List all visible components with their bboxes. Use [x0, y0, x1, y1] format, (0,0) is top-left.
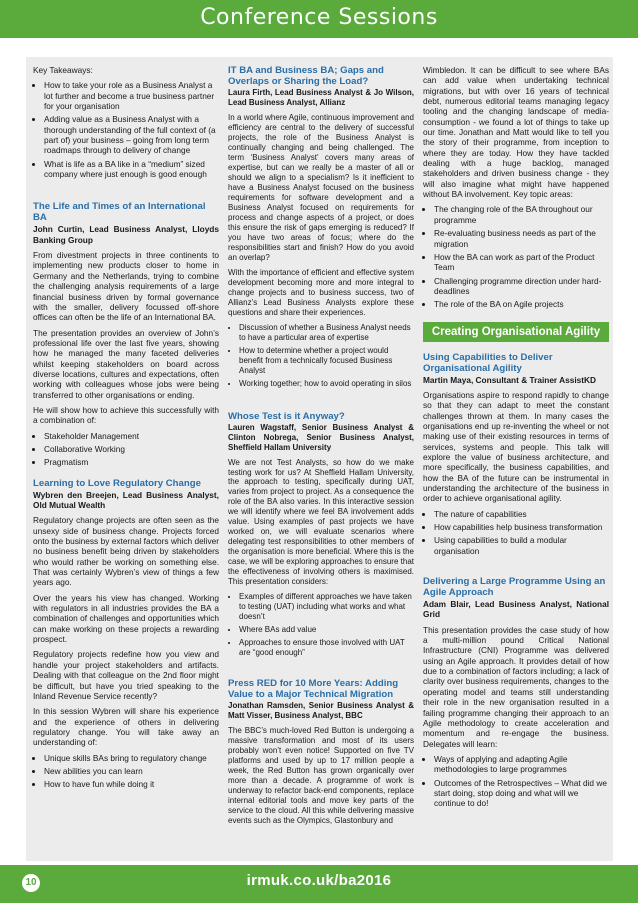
bullet-list [228, 323, 414, 389]
paragraph: Organisations aspire to respond rapidly to change so that they can adapt to meet the constant challenges thrown at them. In many cases the organisations end up re-inventing the wheel or not making use of their existing resources in terms of services, systems and people. This talk will explore the value of business architecture, and more specifically, the business capabilities, and how the BA of the future can be instrumental in understanding the architecture of the business in order to achieve organisational agility. [423, 389, 609, 504]
bullet-list [423, 509, 609, 556]
session-author: Lauren Wagstaff, Senior Business Analyst & Clinton Nobrega, Senior Business Analyst, Sheffield Hallam University [228, 422, 414, 452]
bullet-list [228, 592, 414, 658]
key-takeaways-title: Key Takeaways: [33, 65, 93, 75]
session-author: Martin Maya, Consultant & Trainer AssistKD [423, 374, 597, 385]
list-item: • The changing role of the BA throughout our programme [434, 204, 609, 225]
list-item: • How to take your role as a Business Analyst a lot further and become a true business partner for your organisation [44, 80, 219, 111]
list-item: • Examples of different approaches we have taken to testing (UAT) including what works and what doesn’t [239, 592, 414, 622]
list-item: • Challenging programme direction under hard-deadlines [434, 276, 609, 297]
paragraph: In this session Wybren will share his experience and the experience of others in delivering regulatory change. You will take away an understanding of: [33, 706, 219, 748]
list-item: • Re-evaluating business needs as part of the migration [434, 228, 609, 249]
list-item: • Where BAs add value [239, 625, 414, 635]
session-author: Adam Blair, Lead Business Analyst, National Grid [423, 599, 609, 620]
paragraph: In a world where Agile, continuous improvement and efficiency are central to the delivery of successful projects, the role of the Business Analyst is continually changing and being challenged. The term ‘Business Analyst’ covers many areas of expertise, but can we really be a master of all or should we align to a specialism? Is it inefficient to have a Business Analyst focused on the business requirements for software development and a Business Analyst focused on requirements for process and change aspects of a project, or does this ensure the risk of gaps emerging is reduced? If you have two areas of focus; where do the responsibilities start and finish? How do you avoid an overlap? [228, 112, 414, 262]
session-title: Learning to Love Regulatory Change [33, 477, 201, 489]
list-item: • Stakeholder Management [44, 431, 219, 441]
session-title: IT BA and Business BA; Gaps and Overlaps or Sharing the Load? [228, 65, 384, 87]
paragraph: We are not Test Analysts, so how do we make testing work for us? At Sheffield Hallam University, the approach to testing, specifically during UAT, varies from project to project. As a consequence the role of the BA also varies. In this interactive session we will identify where we feel BA involvement adds value. Using examples of past projects we have worked on, we will evaluate scenarios where delegating test responsibilities to other members of the organisation is more beneficial. Where this is the case, we will be exploring approaches to ensure that the effectiveness of involving others is maximised. This presentation considers: [228, 457, 414, 587]
paragraph: This presentation provides the case study of how a multi-million pound Critical National Infrastructure (CNI) Programme was delivered using an Agile approach. It provides detail of how due to a combination of factors including; a lack of clarity over business requirements, changes to the operating model and teams still understanding their role in the new organisation resulted in a failing programme changing their approach to an Agile methodology to create acceleration and momentum and re-engage the business. Delegates will learn: [423, 624, 609, 749]
page-number-badge: 10 [22, 874, 40, 892]
paragraph: The presentation provides an overview of John’s professional life over the last five years, showing how he managed the many faceted deliveries whilst keeping stakeholders on board across diverse locations, cultures and expectations, often working with colleagues whose jobs were being transferred to other organisations or ending. [33, 327, 219, 400]
list-item: • How to determine whether a project would benefit from a technically focused Business Analyst [239, 346, 414, 376]
website-link[interactable]: irmuk.co.uk/ba2016 [246, 872, 392, 889]
list-item: • New abilities you can learn [44, 766, 219, 776]
paragraph: Regulatory projects redefine how you view and handle your project stakeholders and artifacts. Dealing with that colleague on the 2nd floor might be difficult, but have you tried speaking to the Inland Revenue Service recently? [33, 649, 219, 701]
session-title: The Life and Times of an International BA [33, 201, 206, 224]
session-author: Laura Firth, Lead Business Analyst & Jo Wilson, Lead Business Analyst, Allianz [228, 88, 414, 107]
paragraph: He will show how to achieve this successfully with a combination of: [33, 404, 219, 426]
session-author: Wybren den Breejen, Lead Business Analyst, Old Mutual Wealth [33, 489, 219, 510]
session-title: Whose Test is it Anyway? [228, 410, 345, 422]
page-header [0, 0, 638, 38]
session-title: Delivering a Large Programme Using an Agile Approach [423, 576, 606, 599]
paragraph: The BBC’s much-loved Red Button is undergoing a massive transformation and most of its users probably won’t even notice! Supported on five TV platforms and used by up to 17 million people a week, the Red Button has grown organically over more than a decade. A programme of work is underway to refactor back-end components, replace internal editorial tools and move key parts of the service to the cloud. All this while delivering massive events such as the Olympics, Glastonbury and [228, 726, 414, 826]
list-item: • The nature of capabilities [434, 509, 609, 519]
paragraph: Over the years his view has changed. Working with regulators in all industries provides the BA a combination of challenges and opportunities which can make working on these projects a rewarding prospect. [33, 592, 219, 645]
list-item: • Pragmatism [44, 457, 219, 467]
list-item: • How to have fun while doing it [44, 779, 219, 789]
list-item: • Adding value as a Business Analyst with a thorough understanding of the full context of (a part of) your business – going from long term roadmaps through to delivery of change [44, 114, 219, 155]
bullet-list [33, 431, 219, 468]
column-3 [423, 65, 609, 815]
list-item: • Unique skills BAs bring to regulatory change [44, 753, 219, 763]
session-title: Using Capabilities to Deliver Organisational Agility [423, 351, 553, 374]
list-item: • How capabilities help business transformation [434, 522, 609, 532]
paragraph: Wimbledon. It can be difficult to see where BAs can add value when undertaking technical migrations, but with over 16 years of technical debt, numerous editorial teams managing legacy tooling and the changing landscape of media-consumption - we found a lot of things to take up our time. Jonathan and Matt would like to tell you the story of their programme, from inception to where they are today. How they have tackled dealing with a huge backlog, managed stakeholders and driven business change - they will also imagine what might have happened without BA involvement. Key topic areas: [423, 65, 609, 200]
list-item: • How the BA can work as part of the Product Team [434, 252, 609, 273]
session-author: Jonathan Ramsden, Senior Business Analyst & Matt Visser, Business Analyst, BBC [228, 701, 414, 721]
paragraph: From divestment projects in three continents to implementing new products closer to home in Germany and the Netherlands, trying to combine the challenging analysis requirements of a large financial business driven by formal governance with the smaller, delivery focussed off-shore offices can often be the life of an International BA. [33, 250, 219, 323]
paragraph: Regulatory change projects are often seen as the unsexy side of business change. Projects forced onto the business by external factors which deliver no business benefit being driven by stakeholders who would rather be working on something else. That was certainly Wybren’s view of things a few years ago. [33, 515, 219, 588]
page-footer [0, 865, 638, 903]
list-item: • What is life as a BA like in a “medium” sized company where just enough is good enough [44, 159, 219, 180]
session-author: John Curtin, Lead Business Analyst, Lloyds Banking Group [33, 224, 219, 245]
bullet-list [33, 753, 219, 790]
page-title: Conference Sessions [200, 5, 438, 30]
key-takeaways-list [33, 80, 219, 179]
paragraph: With the importance of efficient and effective system development becoming more and more integral to change projects and to business success, two of Allianz’s Lead Business Analysts explore these questions and share their experiences. [228, 267, 414, 317]
list-item: • Using capabilities to build a modular organisation [434, 535, 609, 556]
list-item: • Outcomes of the Retrospectives – What did we start doing, stop doing and what will we continue to do! [434, 778, 609, 809]
session-title: Press RED for 10 More Years: Adding Value to a Major Technical Migration [228, 678, 399, 701]
list-item: • Collaborative Working [44, 444, 219, 454]
bullet-list [423, 754, 609, 809]
list-item: • The role of the BA on Agile projects [434, 299, 609, 309]
bullet-list [423, 204, 609, 309]
list-item: • Ways of applying and adapting Agile methodologies to large programmes [434, 754, 609, 775]
list-item: • Discussion of whether a Business Analyst needs to have a particular area of expertise [239, 323, 414, 343]
list-item: • Working together; how to avoid operating in silos [239, 379, 414, 389]
section-banner: Creating Organisational Agility [423, 322, 609, 342]
column-1 [33, 65, 219, 796]
list-item: • Approaches to ensure those involved with UAT are “good enough” [239, 638, 414, 658]
column-2 [228, 65, 414, 831]
